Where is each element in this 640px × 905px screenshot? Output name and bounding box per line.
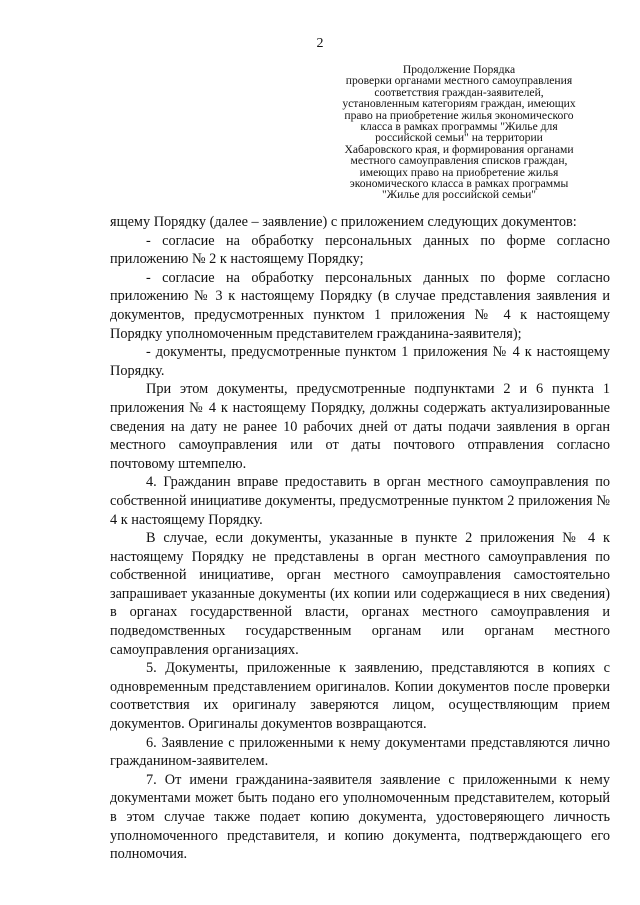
header-line: российской семьи" на территории [375, 131, 543, 145]
header-line: экономического класса в рамках программы [349, 177, 569, 191]
paragraph: - документы, предусмотренные пунктом 1 приложения № 4 к настоящему Порядку. [110, 344, 610, 379]
header-line: установленным категориям граждан, имеющих [342, 97, 576, 111]
header-line: Хабаровского края, и формирования органами [344, 142, 574, 156]
header-line: проверки органами местного самоуправления [345, 74, 573, 88]
paragraph: 4. Гражданин вправе предоставить в орган местного самоуправления по собственной инициативе документы, предусмотренные пунктом 2 приложения № 4 к настоящему Порядку. [110, 474, 610, 528]
paragraph: 5. Документы, приложенные к заявлению, представляются в копиях с одновременным представлением оригиналов. Копии документов после проверки соответствия их оригиналу заверяются лицом, осуществляющим прием документов. Оригиналы документов возвращаются. [110, 660, 610, 733]
header-line: имеющих право на приобретение жилья [359, 165, 559, 179]
continuation-header [326, 64, 592, 201]
paragraph: ящему Порядку (далее – заявление) с приложением следующих документов: [110, 214, 577, 230]
paragraph: - согласие на обработку персональных данных по форме согласно приложению № 2 к настоящему Порядку; [110, 232, 610, 268]
header-line: класса в рамках программы "Жилье для [360, 120, 558, 134]
header-line: соответствия граждан-заявителей, [374, 85, 544, 99]
header-line: Продолжение Порядка [402, 63, 516, 76]
document-body [110, 213, 610, 864]
paragraph: При этом документы, предусмотренные подпунктами 2 и 6 пункта 1 приложения № 4 к настоящему Порядку, должны содержать актуализированные сведения на дату не ранее 10 рабочих дней от даты подачи заявления в орган местного самоуправления или от даты почтового отправления согласно почтовому штемпелю. [110, 381, 610, 472]
header-line: право на приобретение жилья экономического [344, 108, 574, 122]
paragraph: 7. От имени гражданина-заявителя заявление с приложенными к нему документами может быть подано его уполномоченным представителем, который в этом случае также подает копию документа, удостоверяющего личность уполномоченного представителя, и копию документа, подтверждающего его полномочия. [110, 771, 610, 863]
header-line: местного самоуправления списков граждан, [350, 154, 568, 168]
header-line: "Жилье для российской семьи" [381, 188, 537, 202]
page-number: 2 [316, 36, 324, 51]
paragraph: - согласие на обработку персональных данных по форме согласно приложению № 3 к настоящему Порядку (в случае представления заявления и документов, предусмотренных пунктом 1 приложения № 4 к настоящему Порядку уполномоченным представителем гражданина-заявителя); [110, 269, 610, 342]
paragraph: 6. Заявление с приложенными к нему документами представляются лично гражданином-заявителем. [110, 734, 610, 770]
paragraph: В случае, если документы, указанные в пункте 2 приложения № 4 к настоящему Порядку не представлены в орган местного самоуправления по собственной инициативе, орган местного самоуправления самостоятельно запрашивает указанные документы (их копии или содержащиеся в них сведения) в органах государственной власти, органах местного самоуправления и подведомственных государственным органам или органам местного самоуправления организациях. [110, 530, 610, 658]
